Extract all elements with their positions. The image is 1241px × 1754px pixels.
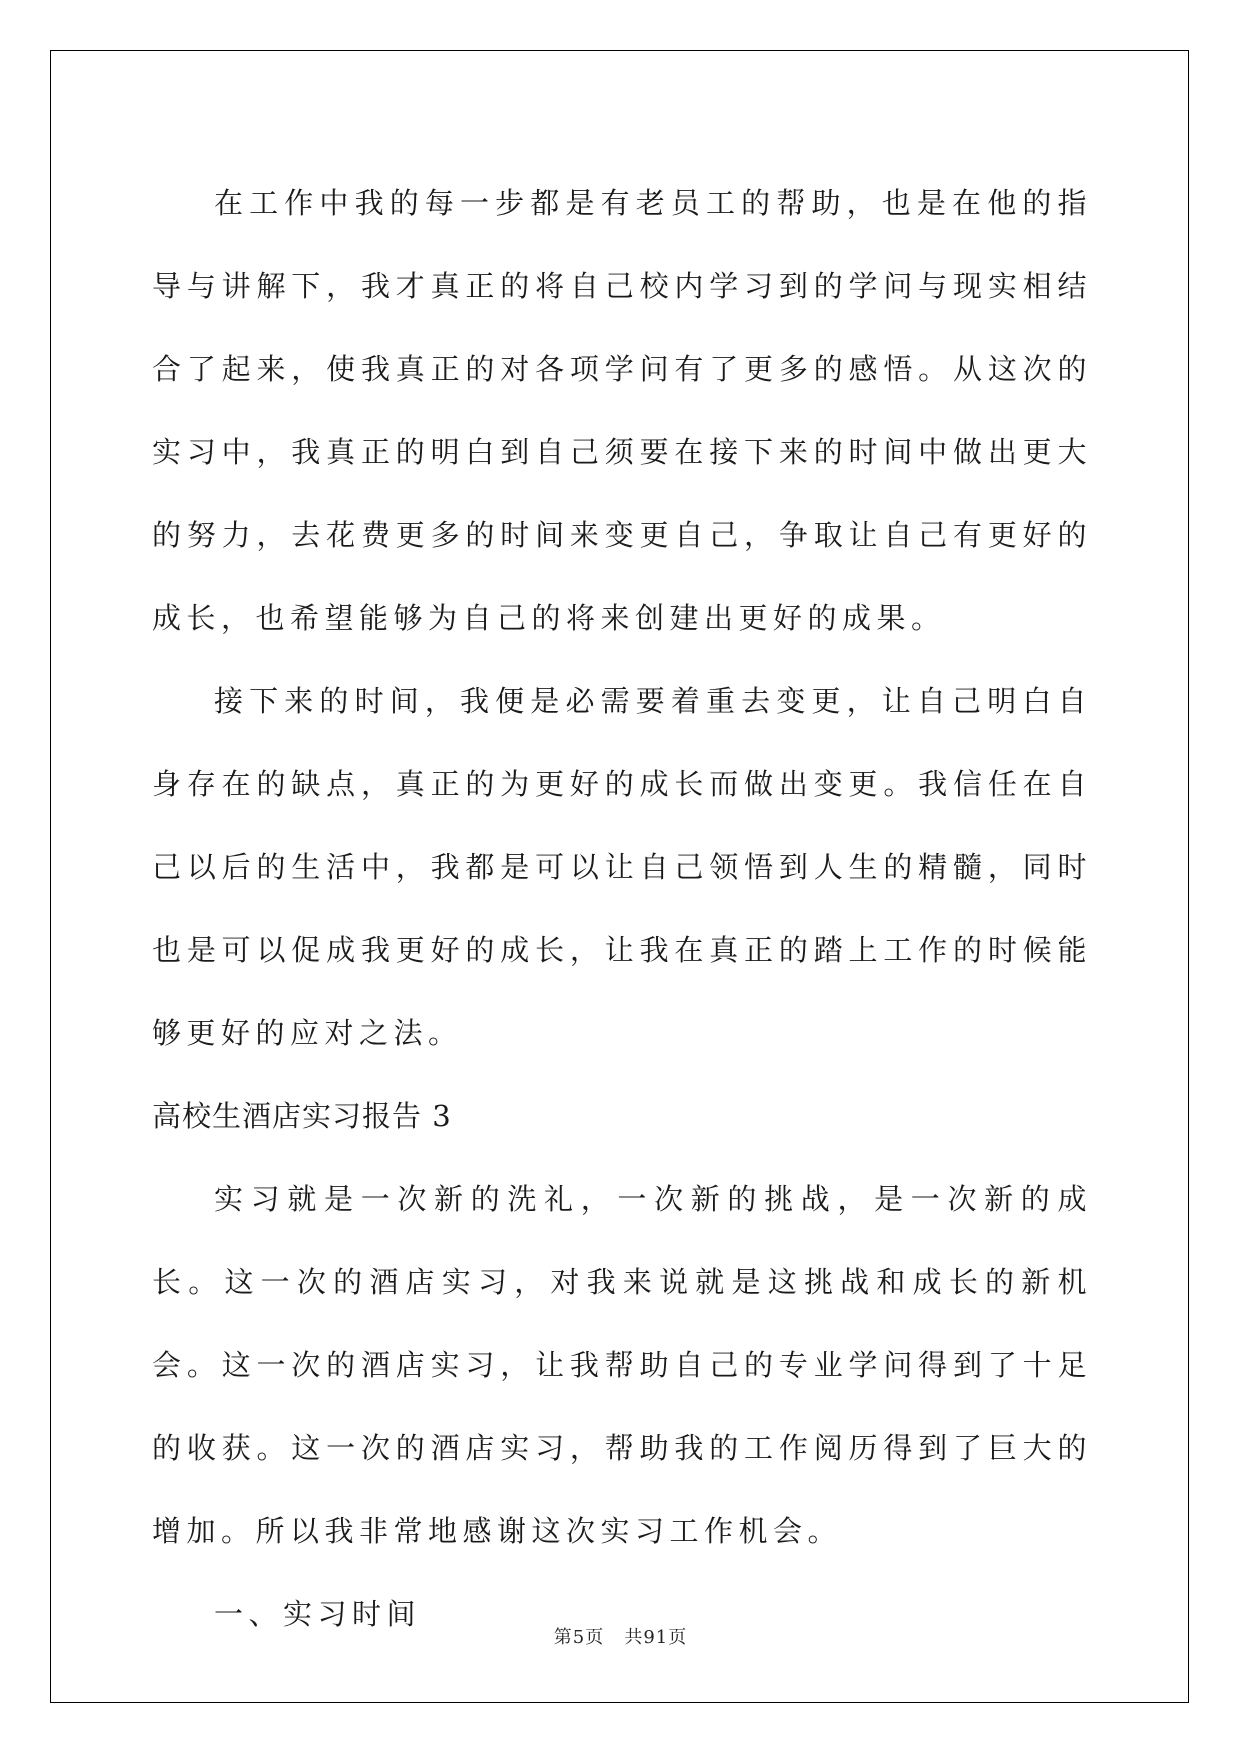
section-title: 高校生酒店实习报告 3	[152, 1099, 452, 1133]
paragraph: 在工作中我的每一步都是有老员工的帮助，也是在他的指导与讲解下，我才真正的将自己校内学习到的学问与现实相结合了起来，使我真正的对各项学问有了更多的感悟。从这次的实习中，我真正的明白到自己须要在接下来的时间中做出更大的努力，去花费更多的时间来变更自己，争取让自己有更好的成长，也希望能够为自己的将来创建出更好的成果。	[152, 186, 1092, 635]
paragraph: 实习就是一次新的洗礼，一次新的挑战，是一次新的成长。这一次的酒店实习，对我来说就是这挑战和成长的新机会。这一次的酒店实习，让我帮助自己的专业学问得到了十足的收获。这一次的酒店实习，帮助我的工作阅历得到了巨大的增加。所以我非常地感谢这次实习工作机会。	[152, 1182, 1092, 1548]
subsection-title: 一、实习时间	[214, 1597, 422, 1631]
page-label-prefix: 第	[553, 1627, 573, 1648]
paragraph: 接下来的时间，我便是必需要着重去变更，让自己明白自身存在的缺点，真正的为更好的成长而做出变更。我信任在自己以后的生活中，我都是可以让自己领悟到人生的精髓，同时也是可以促成我更好的成长，让我在真正的踏上工作的时候能够更好的应对之法。	[152, 684, 1092, 1050]
total-pages-number: 91	[643, 1627, 669, 1648]
page-footer	[0, 1623, 1241, 1649]
document-body	[152, 162, 1092, 1656]
page-label-suffix: 页	[585, 1627, 605, 1648]
total-label-suffix: 页	[668, 1627, 688, 1648]
total-label-prefix: 共	[624, 1627, 644, 1648]
current-page-number: 5	[572, 1627, 586, 1648]
